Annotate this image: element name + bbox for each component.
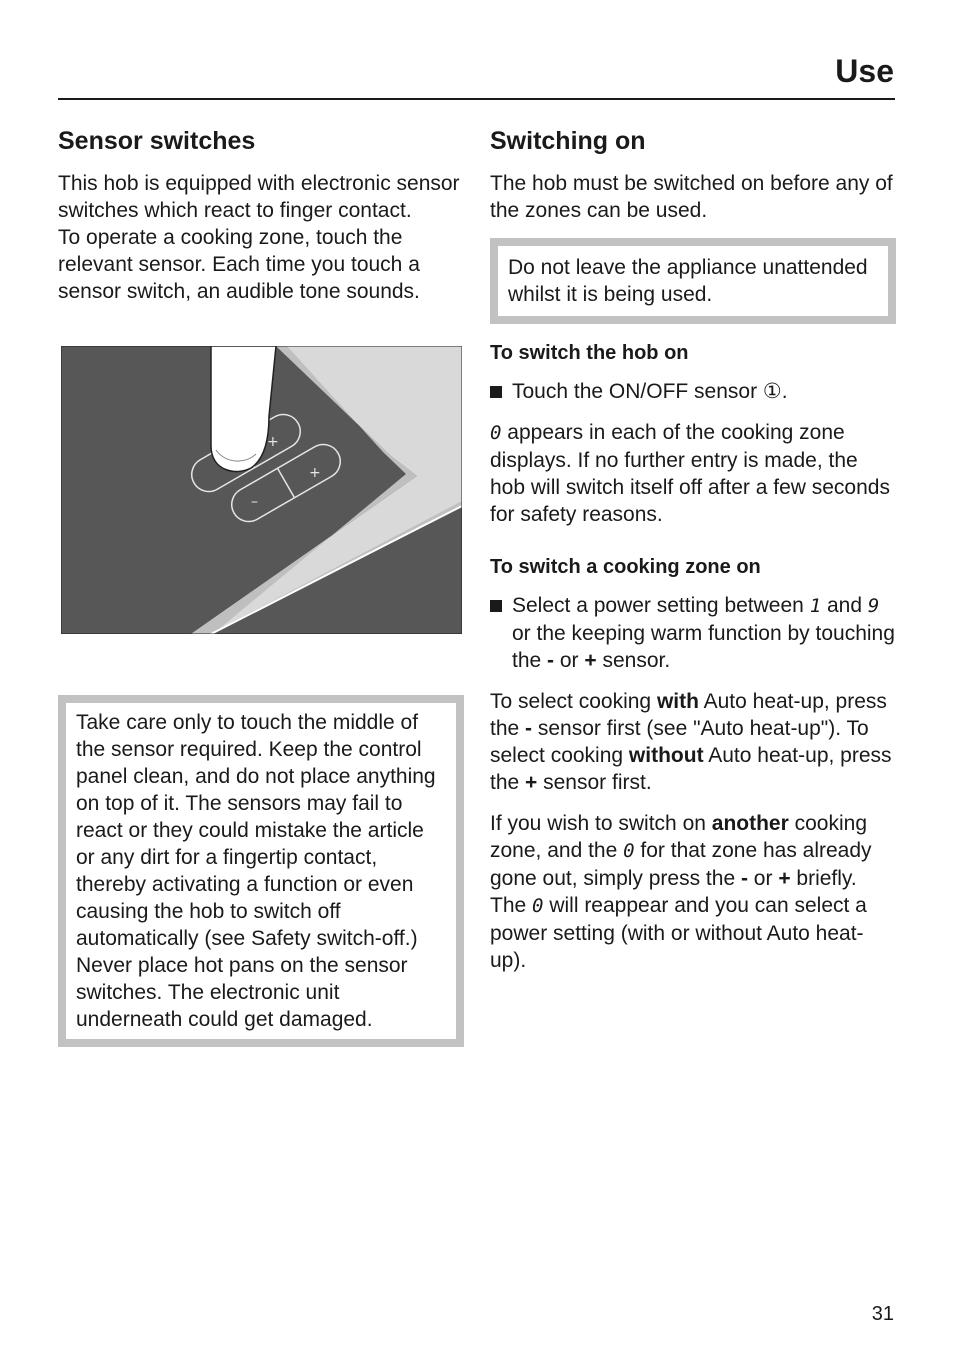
sensor-warning-text-1: Take care only to touch the middle of the sensor required. Keep the control panel clean, and do not place anything on top of it. The sensors may fail to react or they could mistake the article or any dirt for a fingertip contact, thereby activating a function or even causing the hob to switch off automatically (see Safety switch-off.): [76, 711, 436, 950]
unattended-warning-box: [490, 238, 896, 324]
minus-label: –: [251, 494, 258, 510]
left-column: [58, 126, 464, 305]
text-part: for that zone has already gone out, simply press the: [490, 839, 872, 890]
sensor-switches-heading: Sensor switches: [58, 127, 256, 155]
zone-step-part: or the keeping warm function by touching the: [512, 622, 895, 672]
switch-zone-on-step: [490, 592, 896, 674]
display-digit-zero: 0: [490, 422, 502, 444]
text-part: or: [747, 867, 779, 890]
sensor-warning-box: [58, 695, 464, 1047]
text-part: Auto heat-up, press the: [490, 690, 887, 740]
plus-sensor-label: +: [584, 649, 597, 672]
minus-sensor-label: -: [740, 867, 748, 890]
plus-sensor-label: +: [525, 771, 538, 794]
text-part: Auto heat-up, press the: [490, 744, 892, 794]
emphasis-with: with: [656, 690, 699, 713]
switching-on-heading: Switching on: [490, 127, 646, 155]
plus-label-top: +: [267, 434, 279, 450]
zone-step-part: and: [821, 594, 868, 617]
header-rule: [58, 98, 895, 100]
text-part: briefly. The: [490, 867, 857, 917]
zone-step-part: Select a power setting between: [512, 594, 810, 617]
text-part: will reappear and you can select a power setting (with or without Auto heat-up).: [490, 894, 867, 972]
display-digit-zero: 0: [623, 840, 635, 862]
zone-step-part: or: [554, 649, 585, 672]
display-zero-text: [490, 419, 896, 528]
sensor-operate-text: To operate a cooking zone, touch the relevant sensor. Each time you touch a sensor switch, an audible tone sounds.: [58, 226, 420, 303]
right-column: [490, 126, 896, 974]
section-title: Use: [835, 53, 894, 89]
switch-zone-on-heading: To switch a cooking zone on: [490, 556, 761, 578]
switch-hob-on-heading: To switch the hob on: [490, 342, 689, 364]
minus-sensor-label: -: [547, 649, 555, 672]
text-part: cooking zone, and the: [490, 812, 867, 862]
switch-hob-on-step-text: Touch the ON/OFF sensor ①.: [512, 380, 788, 403]
switch-zone-on-step-text: [512, 592, 896, 674]
bullet-square-icon: [490, 600, 502, 612]
text-part: To select cooking: [490, 690, 657, 713]
plus-label-bottom: +: [309, 465, 321, 481]
emphasis-without: without: [628, 744, 704, 767]
switch-hob-on-step: [490, 378, 896, 405]
text-part: sensor first.: [537, 771, 652, 794]
zone-step-part: sensor.: [596, 649, 671, 672]
bullet-square-icon: [490, 386, 502, 398]
sensor-intro-text: This hob is equipped with electronic sensor switches which react to finger contact.: [58, 172, 460, 222]
hob-sensor-illustration: [61, 346, 462, 634]
emphasis-another: another: [711, 812, 789, 835]
plus-sensor-label: +: [778, 867, 791, 890]
display-zero-rest: appears in each of the cooking zone displays. If no further entry is made, the hob will switch itself off after a few seconds for safety reasons.: [490, 421, 890, 526]
text-part: sensor first (see "Auto heat-up"). To select cooking: [490, 717, 869, 767]
another-zone-text: [490, 810, 896, 974]
minus-sensor-label: -: [525, 717, 533, 740]
auto-heatup-text: [490, 688, 896, 796]
page-number: 31: [871, 1303, 894, 1325]
unattended-warning-text: Do not leave the appliance unattended whilst it is being used.: [508, 256, 868, 306]
display-digit-zero: 0: [532, 895, 544, 917]
sensor-warning-text-2: Never place hot pans on the sensor switches. The electronic unit underneath could get damaged.: [76, 954, 408, 1031]
display-digit-one: 1: [809, 595, 822, 617]
text-part: If you wish to switch on: [490, 812, 712, 835]
switching-on-intro: The hob must be switched on before any of the zones can be used.: [490, 172, 893, 222]
display-digit-nine: 9: [867, 595, 880, 617]
